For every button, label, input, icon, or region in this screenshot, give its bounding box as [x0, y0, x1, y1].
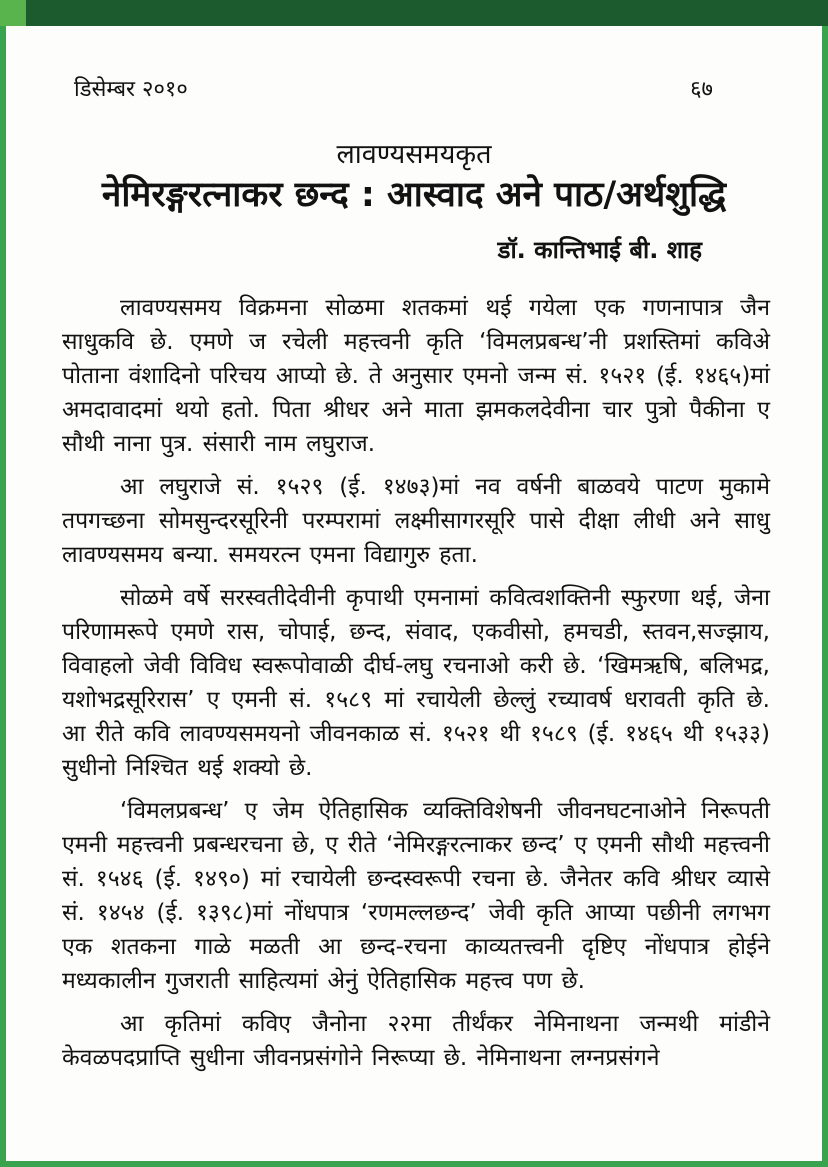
article-author: डॉ. कान्तिभाई बी. शाह — [497, 236, 702, 264]
issue-date: डिसेम्बर २०१० — [74, 77, 188, 102]
body-paragraph-5: आ कृतिमां कविए जैनोना २२मा तीर्थंकर नेमिनाथना जन्मथी मांडीने केवळपदप्राप्ति सुधीना जीवनप्रसंगोने निरूप्या छे. नेमिनाथना लग्नप्रसंगने — [62, 1011, 770, 1071]
top-green-bar — [0, 0, 828, 26]
body-paragraph-1: लावण्यसमय विक्रमना सोळमा शतकमां थई गयेला एक गणनापात्र जैन साधुकवि छे. एमणे ज रचेली महत्त्वनी कृति ‘विमलप्रबन्ध’नी प्रशस्तिमां कविअे पोताना वंशादिनो परिचय आप्यो छे. ते अनुसार एमनो जन्म सं. १५२१ (ई. १४६५)मां अमदावादमां थयो हतो. पिता श्रीधर अने माता झमकलदेवीना चार पुत्रो पैकीना ए सौथी नाना पुत्र. संसारी नाम लघुराज. — [62, 295, 770, 457]
page-border-bottom — [0, 1161, 828, 1167]
top-left-corner-block — [0, 0, 26, 26]
body-paragraph-4: ‘विमलप्रबन्ध’ ए जेम ऐतिहासिक व्यक्तिविशेषनी जीवनघटनाओने निरूपती एमनी महत्त्वनी प्रबन्धरचना छे, ए रीते ‘नेमिरङ्गरत्नाकर छन्द’ ए एमनी सौथी महत्त्वनी सं. १५४६ (ई. १४९०) मां रचायेली छन्दस्वरूपी रचना छे. जैनेतर कवि श्रीधर व्यासे सं. १४५४ (ई. १३९८)मां नोंधपात्र ‘रणमल्लछन्द’ जेवी कृति आप्या पछीनी लगभग एक शतकना गाळे मळती आ छन्द-रचना काव्यतत्त्वनी दृष्टिए नोंधपात्र होईने मध्यकालीन गुजराती साहित्यमां अेनुं ऐतिहासिक महत्त्व पण छे. — [62, 798, 770, 994]
page-border-left — [0, 0, 6, 1167]
article-title: नेमिरङ्गरत्नाकर छन्द : आस्वाद अने पाठ/अर्थशुद्धि — [101, 175, 727, 215]
page-number: ६७ — [690, 77, 713, 102]
article-kicker: लावण्यसमयकृत — [336, 139, 492, 170]
body-paragraph-2: आ लघुराजे सं. १५२९ (ई. १४७३)मां नव वर्षनी बाळवये पाटण मुकामे तपगच्छना सोमसुन्दरसूरिनी परम्परामां लक्ष्मीसागरसूरि पासे दीक्षा लीधी अने साधु लावण्यसमय बन्या. समयरत्न एमना विद्यागुरु हता. — [62, 474, 770, 568]
running-head — [74, 76, 754, 104]
article-body — [62, 291, 770, 1075]
page-border-right — [822, 0, 828, 1167]
body-paragraph-3: सोळमे वर्षे सरस्वतीदेवीनी कृपाथी एमनामां कवित्वशक्तिनी स्फुरणा थई, जेना परिणामरूपे एमणे रास, चोपाई, छन्द, संवाद, एकवीसो, हमचडी, स्तवन,सज्झाय, विवाहलो जेवी विविध स्वरूपोवाळी दीर्घ-लघु रचनाओ करी छे. ‘खिमऋषि, बलिभद्र, यशोभद्रसूरिरास’ ए एमनी सं. १५८९ मां रचायेली छेल्लुं रच्यावर्ष धरावती कृति छे. आ रीते कवि लावण्यसमयनो जीवनकाळ सं. १५२१ थी १५८९ (ई. १४६५ थी १५३३) सुधीनो निश्चित थई शक्यो छे. — [62, 585, 770, 781]
